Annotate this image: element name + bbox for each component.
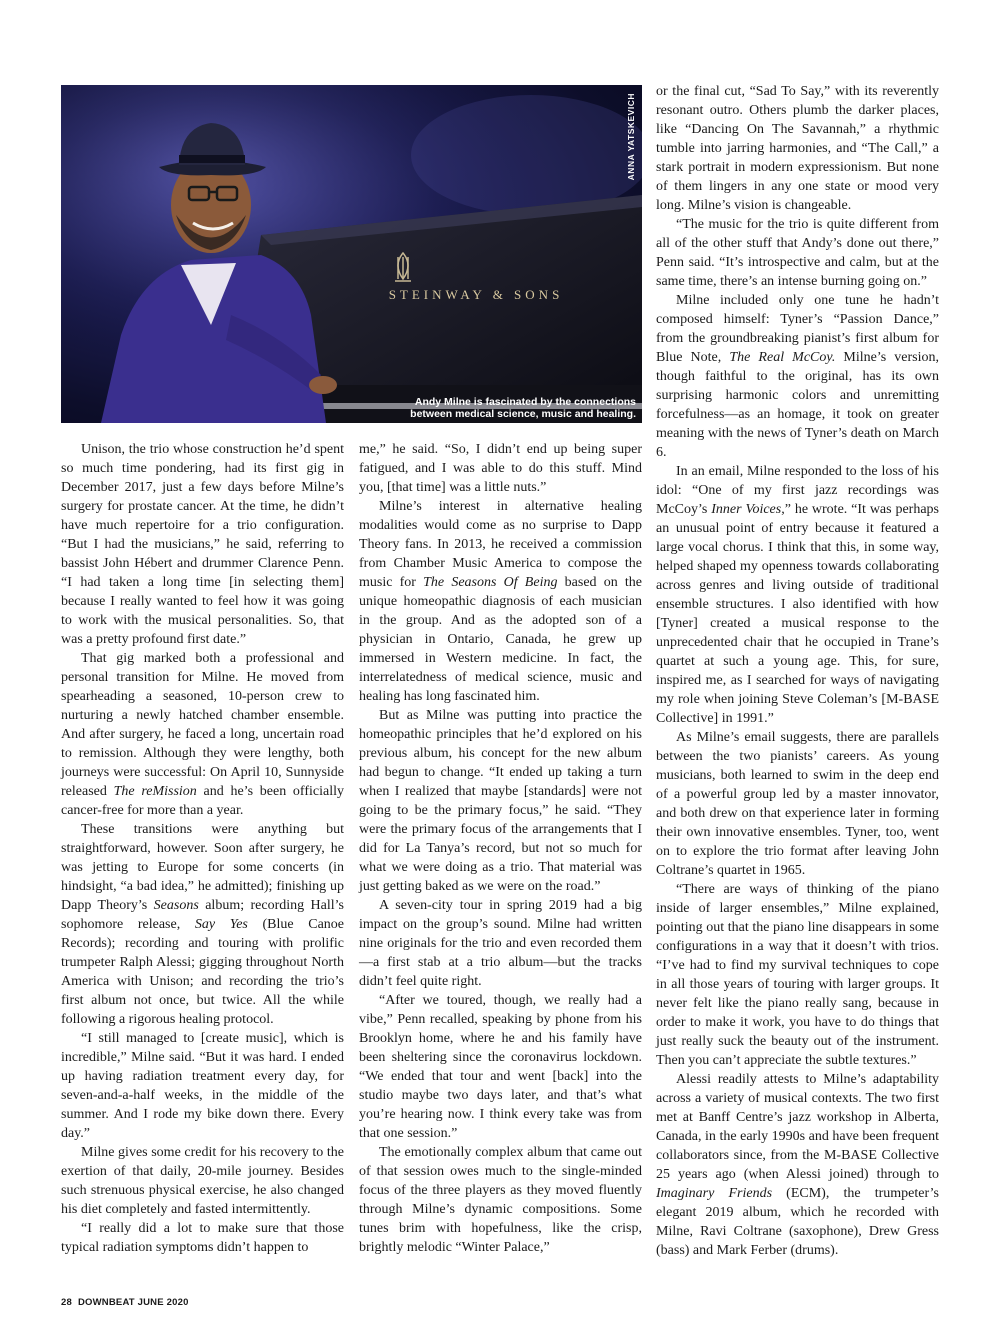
caption-line: between medical science, music and healing. <box>410 407 636 420</box>
paragraph: “The music for the trio is quite different from all of the other stuff that Andy’s done out there,” Penn said. “It’s introspective and calm, but at the same time, there’s an intense burning going on.” <box>656 217 939 289</box>
piano-brand: STEINWAY & SONS <box>388 287 564 302</box>
paragraph: Alessi readily attests to Milne’s adaptability across a variety of musical contexts. The two first met at Banff Centre’s jazz workshop in Alberta, Canada, in the early 1990s and have been frequent collaborators since, from the M-BASE Collective 25 years ago (when Alessi joined) through to Imaginary Friends (ECM), the trumpeter’s elegant 2019 album, which he recorded with Milne, Ravi Coltrane (saxophone), Drew Gress (bass) and Mark Ferber (drums). <box>656 1072 939 1258</box>
article-column-1 <box>61 440 344 1257</box>
paragraph: Milne gives some credit for his recovery to the exertion of that daily, 20-mile journey. Besides such strenuous physical exercise, he also changed his diet completely and fasted intermittently. <box>61 1145 344 1217</box>
paragraph: Milne included only one tune he hadn’t composed himself: Tyner’s “Passion Dance,” from the groundbreaking pianist’s first album for Blue Note, The Real McCoy. Milne’s version, though faithful to the original, has its own surprising harmonic colors and unremitting forcefulness—as an homage, it took on greater meaning with the news of Tyner’s death on March 6. <box>656 293 940 460</box>
paragraph: These transitions were anything but straightforward, however. Soon after surgery, he was jetting to Europe for some concerts (in hindsight, “a bad idea,” he admitted); finishing up Dapp Theory’s Seasons album; recording Hall’s sophomore release, Say Yes (Blue Canoe Records); recording and touring with prolific trumpeter Ralph Alessi; gigging throughout North America with Unison; and recording the trio’s first album not once, but twice. All the while following a rigorous healing protocol. <box>61 822 345 1027</box>
photo-credit: ANNA YATSKEVICH <box>626 93 636 181</box>
album-title: The reMission <box>113 784 197 799</box>
album-title: The Real McCoy. <box>729 350 836 365</box>
paragraph: But as Milne was putting into practice the homeopathic principles that he’d explored on his previous album, his concept for the new album had begun to change. “It ended up taking a turn when I realized that maybe [standards] were not going to be the primary focus,” he said. “They were the primary focus of the arrangements that I did for La Tanya’s record, but not so much for what we were doing as a trio. That material was just getting baked as we were on the road.” <box>359 708 642 894</box>
paragraph: Unison, the trio whose construction he’d spent so much time pondering, had its first gig in December 2017, just a few days before Milne’s surgery for prostate cancer. At the time, he didn’t have much repertoire for a trio configuration. “But I had the musicians,” he said, referring to bassist John Hébert and drummer Clarence Penn. “I had taken a long time [in selecting them] because I really wanted to feel how it was going to work with the musical personalities. So, that was a pretty profound first date.” <box>61 442 344 647</box>
paragraph: “I still managed to [create music], which is incredible,” Milne said. “But it was hard. I ended up having radiation treatment every day, for seven-and-a-half weeks, in the middle of the summer. And I rode my bike down there. Every day.” <box>61 1031 344 1141</box>
paragraph: In an email, Milne responded to the loss of his idol: “One of my first jazz recordings was McCoy’s Inner Voices,” he wrote. “It was perhaps an unusual point of entry because it featured a large vocal chorus. I think that this, in some way, helped shaped my openness towards collaborating across genres and living outside of traditional ensemble structures. I also identified with how [Tyner] created a musical response to the unprecedented chair that he occupied in Trane’s quartet at such a young age. This, for sure, inspired me, as I searched for ways of navigating my role when joining Steve Coleman’s [M-BASE Collective] in 1991.” <box>656 464 940 726</box>
article-photo <box>61 85 642 423</box>
album-title: Seasons <box>153 898 199 913</box>
album-title: Inner Voices <box>711 502 782 517</box>
paragraph: or the final cut, “Sad To Say,” with its reverently resonant outro. Others plumb the darker places, like “Dancing On The Savannah,” a rhythmic tumble into jarring harmonies, and “The Call,” a stark portrait in modern expressionism. But none of them lingers in any one state or mood very long. Milne’s vision is changeable. <box>656 84 939 213</box>
album-title: Imaginary Friends <box>656 1186 773 1201</box>
paragraph: “After we toured, though, we really had a vibe,” Penn recalled, speaking by phone from his Brooklyn home, where he and his family have been sheltering since the coronavirus lockdown. “We ended that tour and went [back] into the studio maybe two days later, and that’s what you’re hearing now. I think every take was from that one session.” <box>359 993 642 1141</box>
paragraph: me,” he said. “So, I didn’t end up being super fatigued, and I was able to do this stuff. Mind you, [that time] was a little nuts.” <box>359 442 642 495</box>
paragraph: The emotionally complex album that came out of that session owes much to the single-minded focus of the three players as they moved fluently through Milne’s dynamic compositions. Some tunes brim with hopefulness, like the crisp, brightly melodic “Winter Palace,” <box>359 1145 642 1255</box>
article-column-3 <box>656 82 939 1260</box>
photo-caption <box>410 397 636 420</box>
paragraph: As Milne’s email suggests, there are parallels between the two pianists’ careers. As young musicians, both learned to swim in the deep end of a powerful group led by a master innovator, and both drew on that experience later in forming their own innovative ensembles. Tyner, too, went on to explore the trio format after leaving John Coltrane’s quartet in 1965. <box>656 730 939 878</box>
caption-line: Andy Milne is fascinated by the connections <box>414 396 636 408</box>
page-number: 28 <box>61 1297 72 1308</box>
page-footer <box>61 1297 189 1308</box>
album-title: The Seasons Of Being <box>423 575 558 590</box>
article-column-2 <box>359 440 642 1257</box>
paragraph: Milne’s interest in alternative healing modalities would come as no surprise to Dapp Theory fans. In 2013, he received a commission from Chamber Music America to compose the music for The Seasons Of Being based on the unique homeopathic diagnosis of each musician in the group. And as the adopted son of a physician in Ontario, Canada, he grew up immersed in Western medicine. In fact, the interrelatedness of medical science, music and healing has long fascinated him. <box>359 499 643 704</box>
paragraph: A seven-city tour in spring 2019 had a big impact on the group’s sound. Milne had written nine originals for the trio and even recorded them—a first stab at a trio album—but the tracks didn’t feel quite right. <box>359 898 642 989</box>
pianist-illustration <box>61 85 642 423</box>
paragraph: “I really did a lot to make sure that those typical radiation symptoms didn’t happen to <box>61 1221 344 1255</box>
album-title: Say Yes <box>194 917 248 932</box>
paragraph: That gig marked both a professional and personal transition for Milne. He moved from spearheading a seasoned, 10-person crew to nurturing a newly hatched chamber ensemble. And after surgery, he faced a long, uncertain road to remission. Although they were lengthy, both journeys were successful: On April 10, Sunnyside released The reMission and he’s been officially cancer-free for more than a year. <box>61 651 344 818</box>
paragraph: “There are ways of thinking of the piano inside of larger ensembles,” Milne explained, pointing out that the piano line disappears in some configurations in a way that it doesn’t with trios. “I’ve had to find my survival techniques to cope in all those years of touring with larger groups. It never felt like the piano really sang, because in order to make it work, you have to do things that just really suck the beauty out of the instrument. Then you can’t appreciate the subtle textures.” <box>656 882 939 1068</box>
publication-name: DOWNBEAT JUNE 2020 <box>77 1297 189 1308</box>
